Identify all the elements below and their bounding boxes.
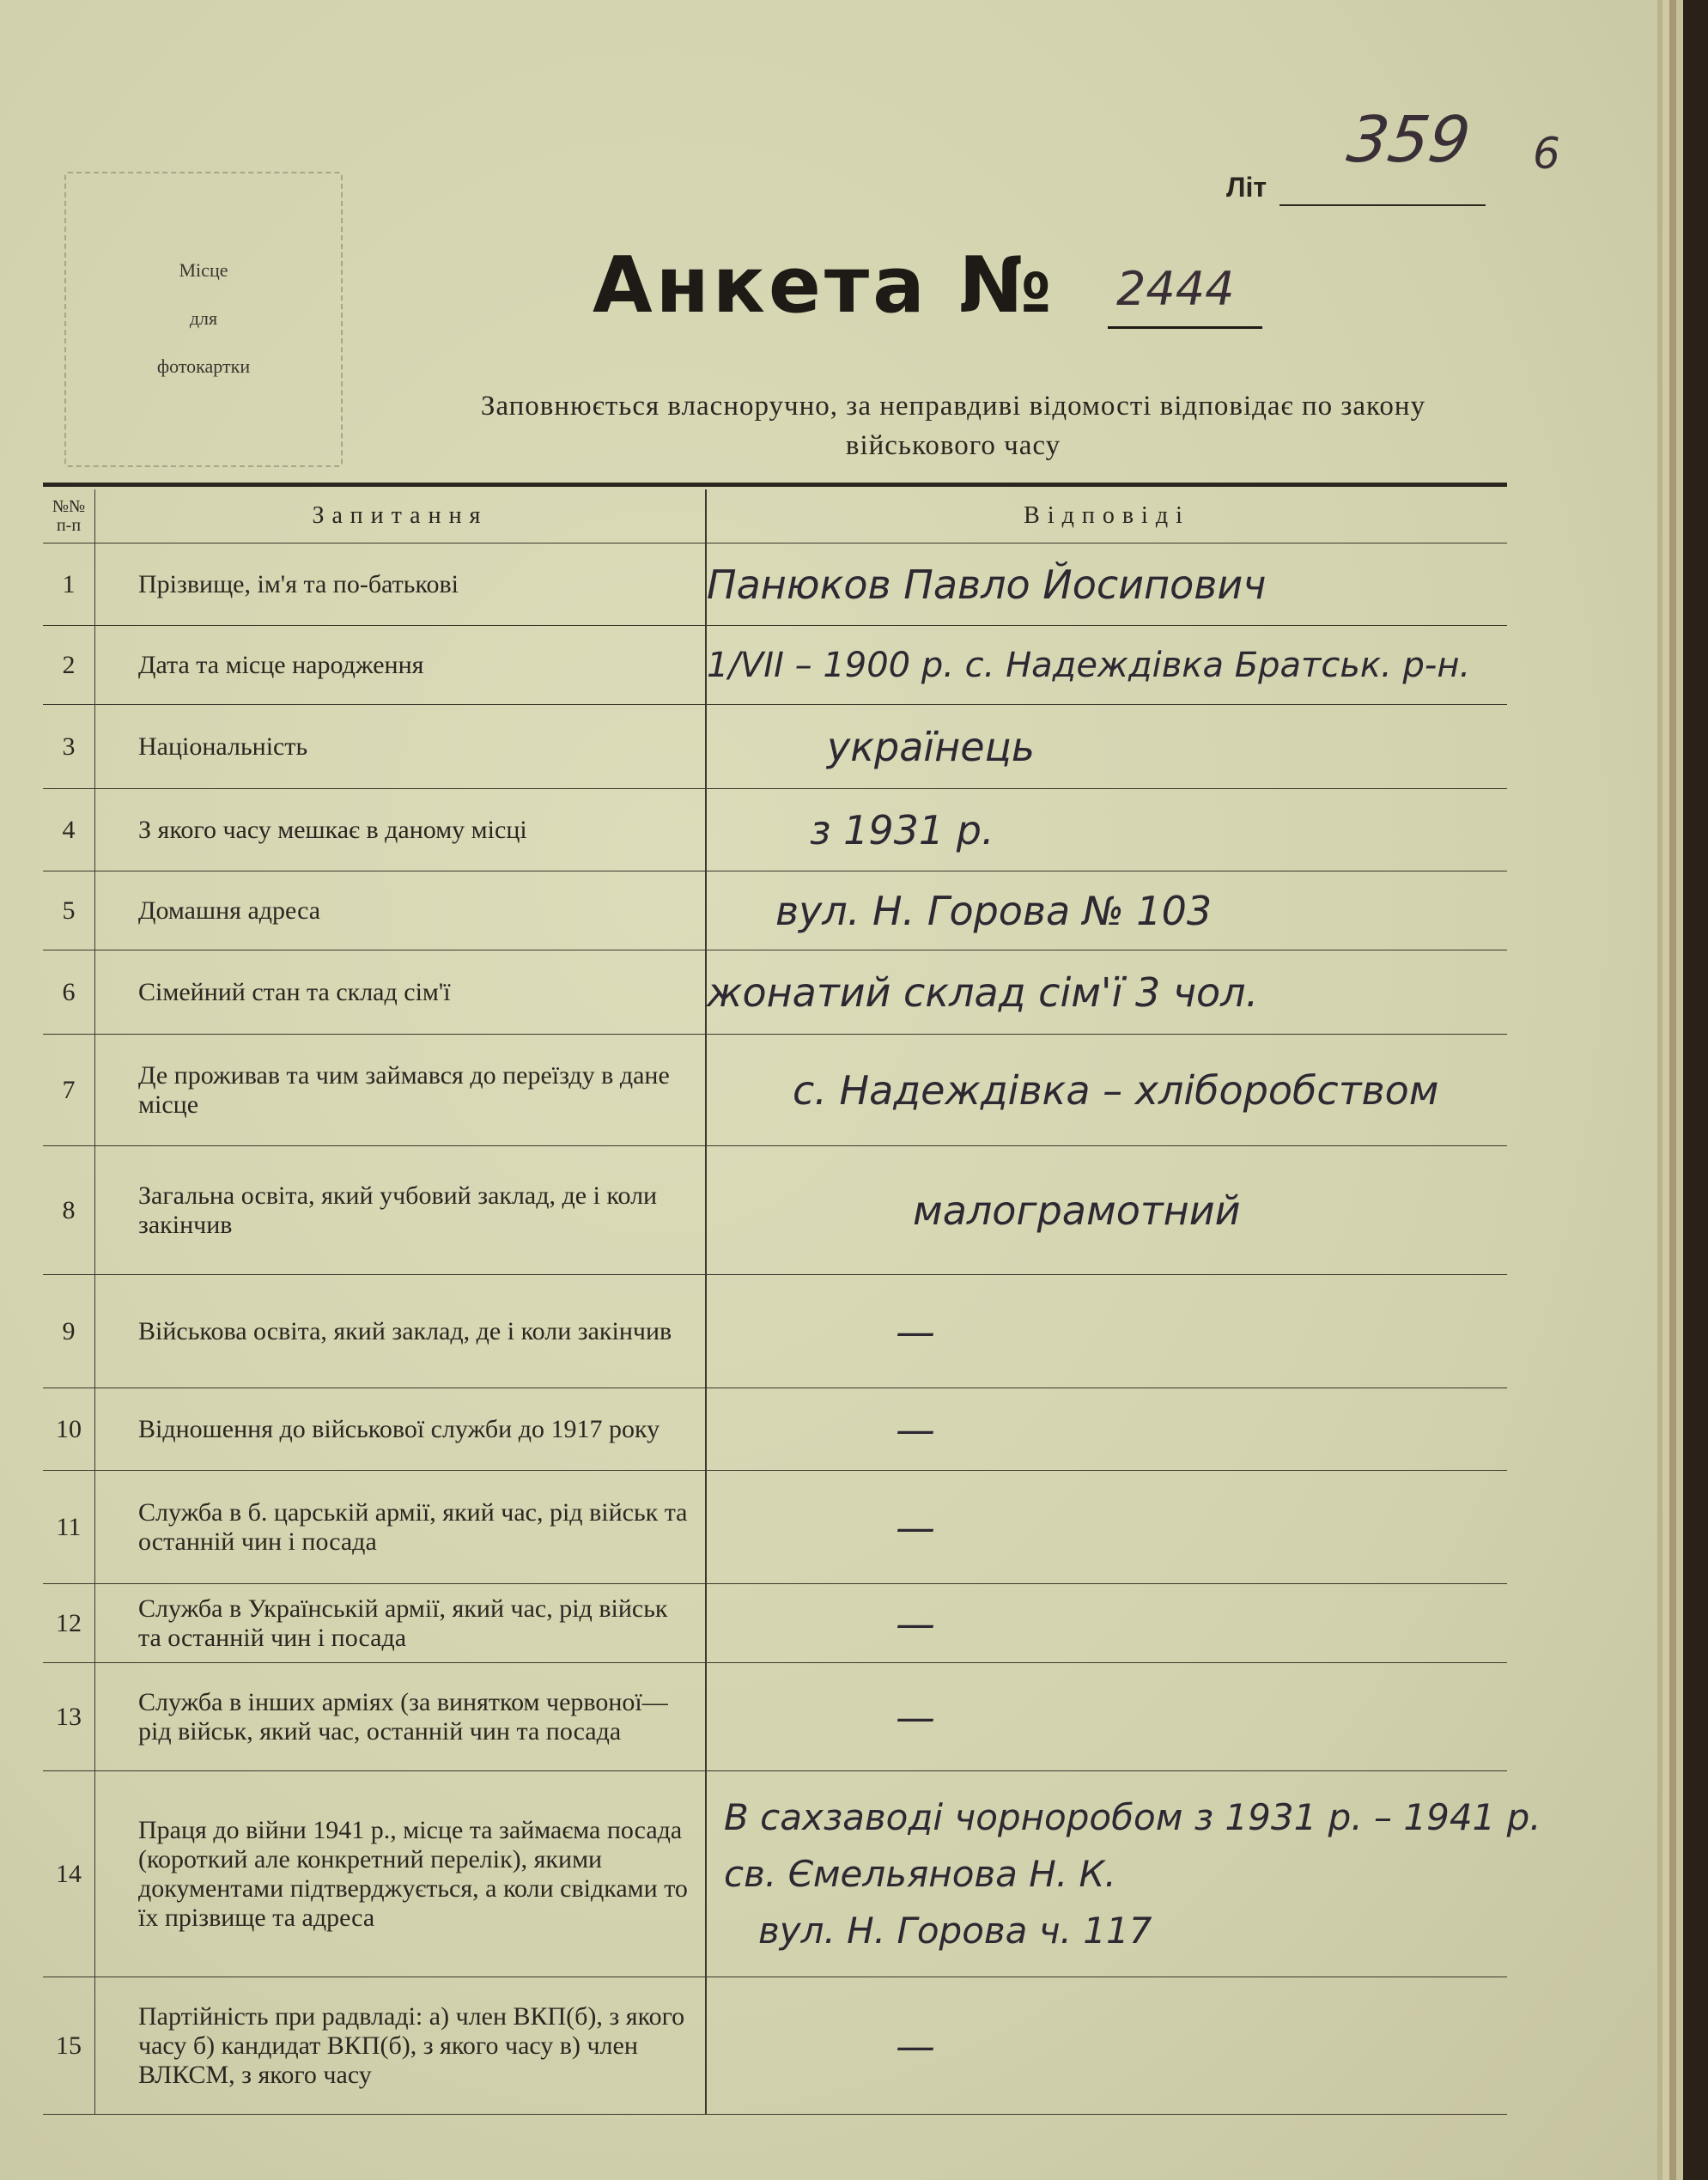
row-number: 4 (43, 789, 95, 871)
row-answer: — (706, 1388, 1507, 1471)
header-num: №№ п-п (43, 489, 95, 543)
table-row (43, 1275, 1507, 1388)
row-question: Прізвище, ім'я та по-батькові (138, 569, 459, 598)
sheet-number-extra: 6 (1533, 129, 1560, 179)
row-question: Військова освіта, який заклад, де і коли закінчив (138, 1316, 672, 1345)
form-instructions: Заповнюється власноручно, за неправдиві відомості відповідає по закону військового часу (480, 391, 1426, 461)
row-number: 5 (43, 871, 95, 950)
table-row (43, 1977, 1507, 2115)
row-number: 8 (43, 1146, 95, 1275)
photo-placeholder (64, 172, 343, 467)
row-question: Сімейний стан та склад сім'ї (138, 977, 451, 1006)
row-number: 14 (43, 1771, 95, 1977)
row-question: Де проживав та чим займався до переїзду в дане місце (138, 1060, 670, 1119)
table-row (43, 1584, 1507, 1663)
table-row (43, 705, 1507, 789)
table-row (43, 626, 1507, 705)
questionnaire-table (43, 489, 1541, 2115)
row-number: 2 (43, 626, 95, 705)
sheet-number: 359 (1342, 103, 1475, 177)
row-answer: з 1931 р. (706, 789, 1507, 871)
answer-line: св. Ємельянова Н. К. (724, 1852, 1116, 1895)
form-number: 2444 (1116, 262, 1235, 316)
row-question: Дата та місце народження (138, 650, 424, 679)
row-answer: — (706, 1977, 1507, 2115)
row-answer: — (706, 1584, 1507, 1663)
row-question: Служба в б. царській армії, який час, рід військ та останній чин і посада (138, 1497, 688, 1556)
sheet-number-line (1279, 204, 1486, 206)
table-row (43, 543, 1507, 626)
row-answer: малограмотний (706, 1146, 1507, 1275)
row-answer: Панюков Павло Йосипович (706, 543, 1507, 626)
row-number: 9 (43, 1275, 95, 1388)
row-question: Домашня адреса (138, 896, 321, 925)
row-number: 11 (43, 1471, 95, 1584)
table-row (43, 1146, 1507, 1275)
sheet-label: Літ (1226, 172, 1267, 203)
header-answer: Відповіді (706, 489, 1507, 543)
row-question: З якого часу мешкає в даному місці (138, 815, 527, 844)
photo-placeholder-label: Місце для фотокартки (156, 259, 251, 377)
header-rule (43, 483, 1507, 487)
row-number: 3 (43, 705, 95, 789)
row-question: Праця до війни 1941 р., місце та займаєма посада (короткий але конкретний перелік), якими документами підтверджується, а коли свідками то їх прізвище та адреса (138, 1815, 688, 1932)
row-question: Служба в Українській армії, який час, рід військ та останній чин і посада (138, 1594, 668, 1652)
row-answer: с. Надеждівка – хліборобством (706, 1035, 1507, 1146)
row-question: Партійність при радвладі: а) член ВКП(б), з якого часу б) кандидат ВКП(б), з якого часу в) член ВЛКСМ, з якого часу (138, 2001, 685, 2089)
table-row (43, 950, 1507, 1035)
table-header-row (43, 489, 1507, 543)
row-answer: 1/VII – 1900 р. с. Надеждівка Братськ. р-н. (706, 626, 1507, 705)
form-title: Анкета № (593, 240, 1055, 331)
row-number: 12 (43, 1584, 95, 1663)
table-row (43, 1388, 1507, 1471)
header-question: Запитання (95, 489, 707, 543)
row-answer: — (706, 1275, 1507, 1388)
answer-line: В сахзаводі чорноробом з 1931 р. – 1941 р. (724, 1795, 1541, 1838)
row-number: 7 (43, 1035, 95, 1146)
row-answer: вул. Н. Горова № 103 (706, 871, 1507, 950)
row-number: 1 (43, 543, 95, 626)
row-answer: — (706, 1663, 1507, 1771)
row-question: Національність (138, 732, 308, 761)
table-row (43, 1663, 1507, 1771)
row-number: 13 (43, 1663, 95, 1771)
table-row (43, 789, 1507, 871)
row-answer: — (706, 1471, 1507, 1584)
table-row (43, 1771, 1507, 1977)
row-answer (706, 1771, 1541, 1977)
row-question: Відношення до військової служби до 1917 року (138, 1414, 660, 1443)
form-number-line (1108, 326, 1262, 329)
table-row (43, 1471, 1507, 1584)
answer-line: вул. Н. Горова ч. 117 (758, 1909, 1152, 1952)
row-number: 6 (43, 950, 95, 1035)
row-answer: українець (706, 705, 1507, 789)
row-question: Загальна освіта, який учбовий заклад, де і коли закінчив (138, 1181, 658, 1239)
row-answer: жонатий склад сім'ї 3 чол. (706, 950, 1507, 1035)
table-row (43, 871, 1507, 950)
row-number: 15 (43, 1977, 95, 2115)
table-row (43, 1035, 1507, 1146)
row-number: 10 (43, 1388, 95, 1471)
row-question: Служба в інших арміях (за винятком червоної—рід військ, який час, останній чин та посада (138, 1687, 668, 1746)
